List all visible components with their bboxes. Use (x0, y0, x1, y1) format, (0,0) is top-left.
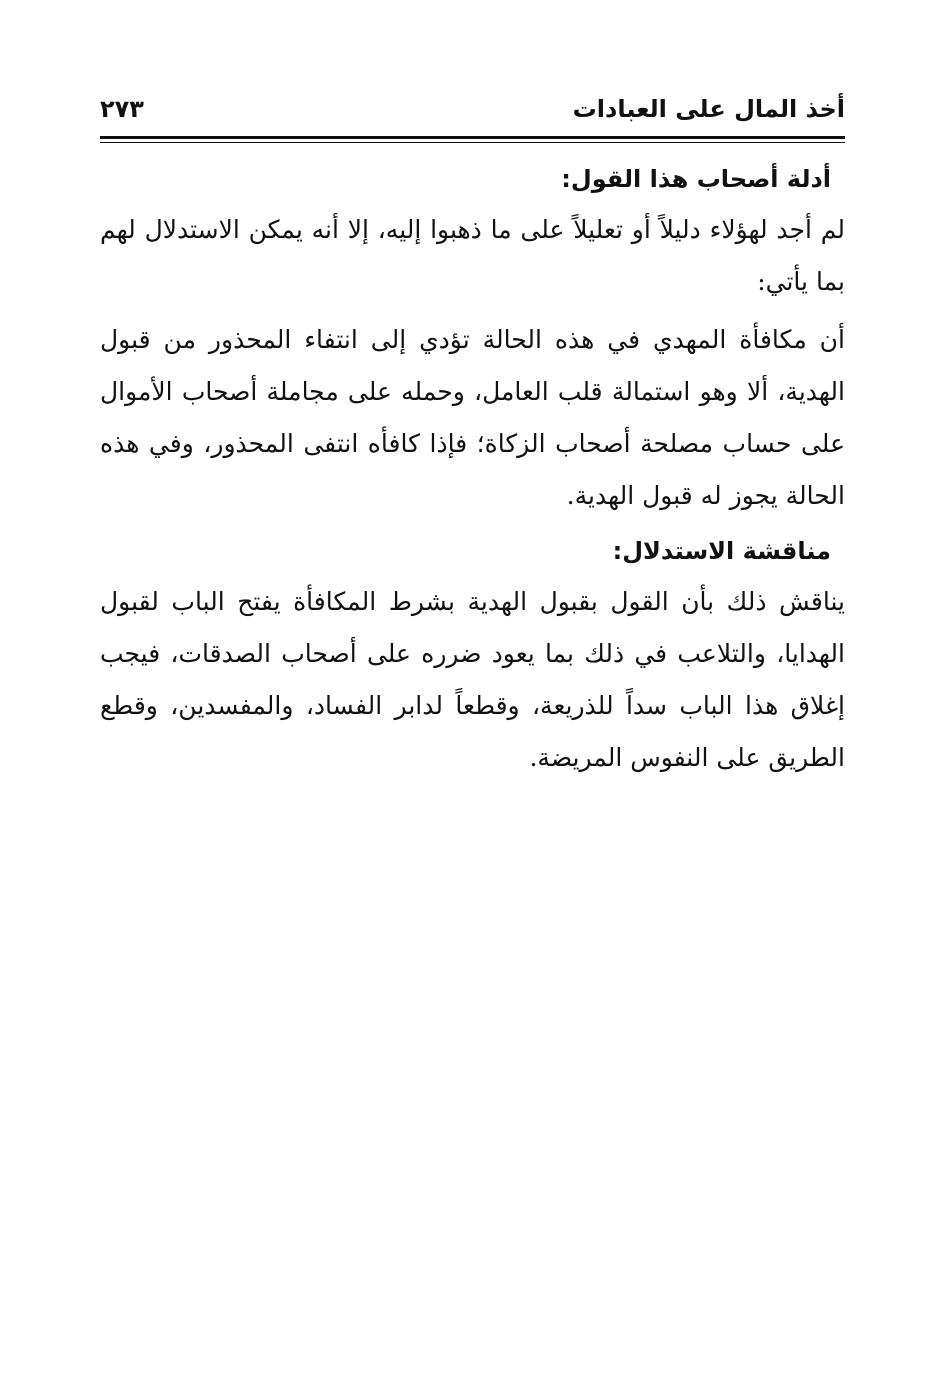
section-heading: مناقشة الاستدلال: (612, 537, 831, 565)
header-rule-thin (100, 142, 845, 143)
page-header (100, 92, 845, 132)
section-heading: أدلة أصحاب هذا القول: (561, 165, 831, 193)
paragraph: أن مكافأة المهدي في هذه الحالة تؤدي إلى انتفاء المحذور من قبول الهدية، ألا وهو استمالة قلب العامل، وحمله على مجاملة أصحاب الأموال على حساب مصلحة أصحاب الزكاة؛ فإذا كافأه انتفى المحذور، وفي هذه الحالة يجوز له قبول الهدية. (100, 325, 845, 510)
section-discussion (100, 530, 845, 784)
paragraph: يناقش ذلك بأن القول بقبول الهدية بشرط المكافأة يفتح الباب لقبول الهدايا، والتلاعب في ذلك بما يعود ضرره على أصحاب الصدقات، فيجب إغلاق هذا الباب سداً للذريعة، وقطعاً لدابر الفساد، والمفسدين، وقطع الطريق على النفوس المريضة. (100, 587, 845, 772)
paragraph: لم أجد لهؤلاء دليلاً أو تعليلاً على ما ذهبوا إليه، إلا أنه يمكن الاستدلال لهم بما يأتي: (100, 215, 846, 296)
section-evidence (100, 158, 845, 522)
page-body (100, 158, 845, 790)
page-number: ٢٧٣ (100, 95, 144, 123)
header-rule-thick (100, 136, 845, 139)
running-title: أخذ المال على العبادات (572, 95, 845, 123)
